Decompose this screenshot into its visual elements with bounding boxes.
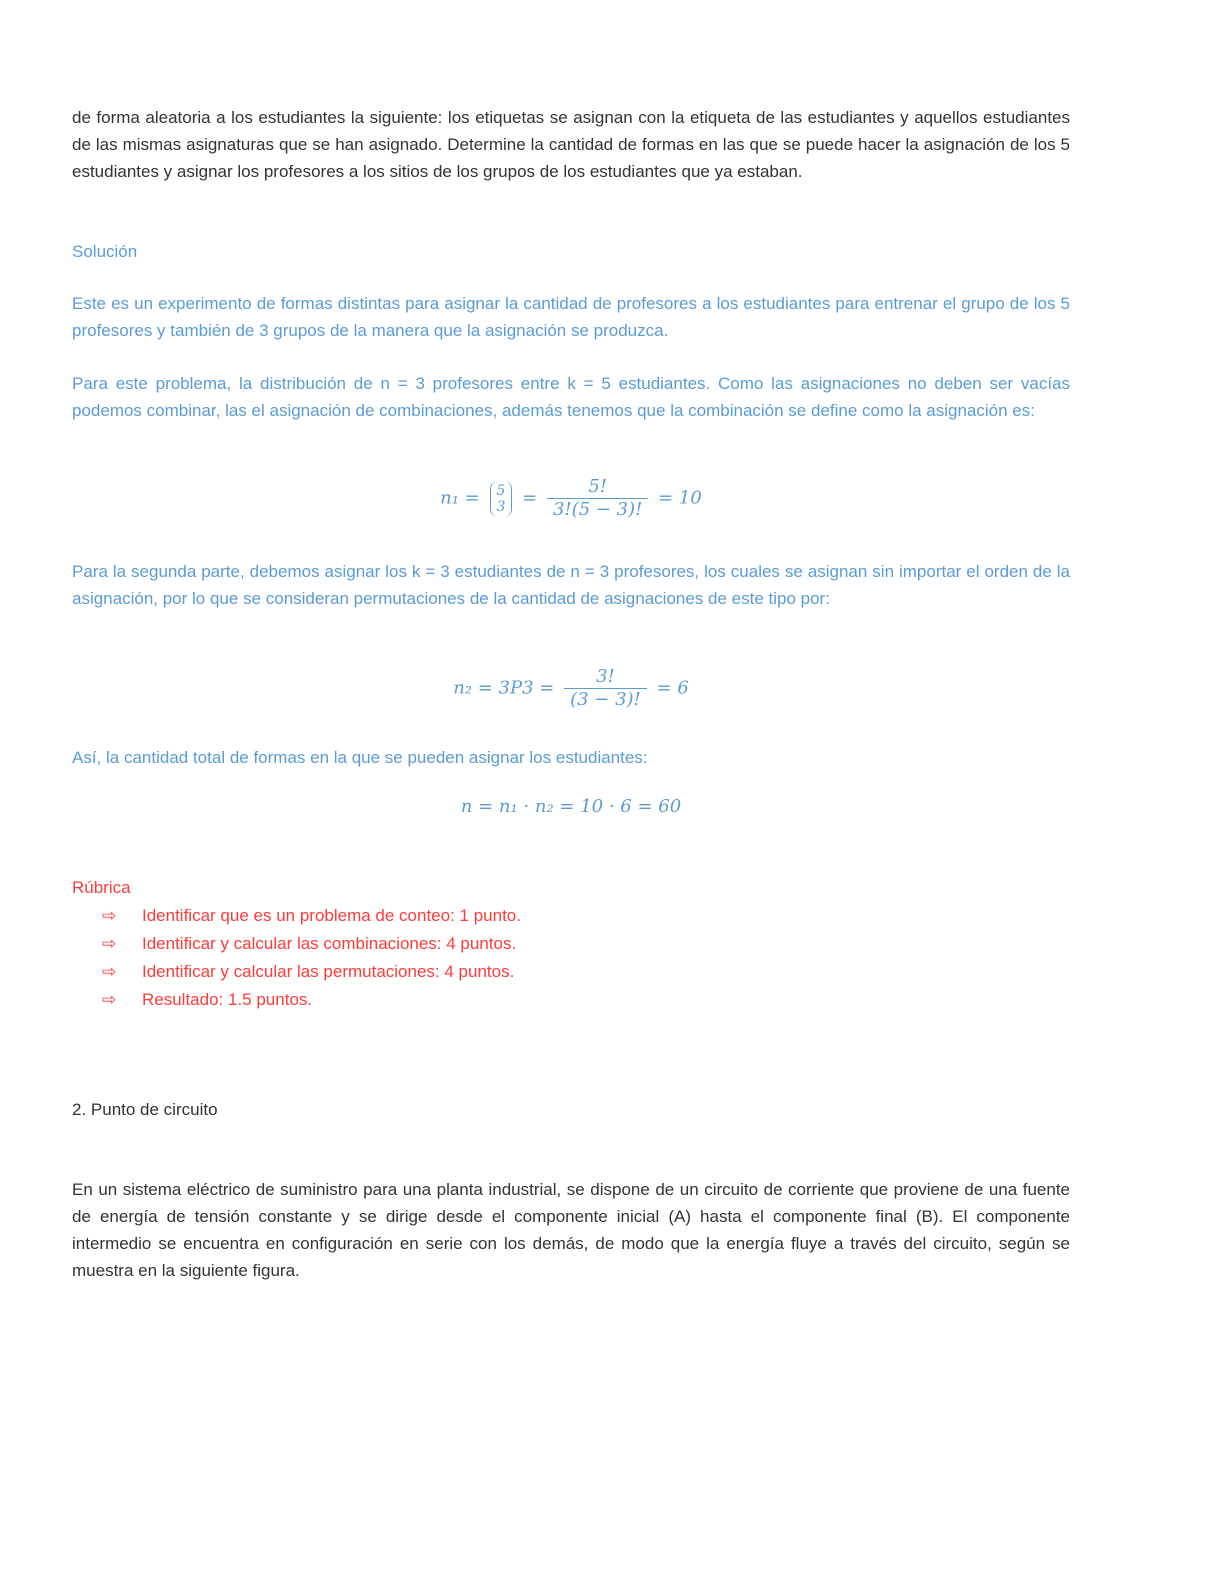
equation-total: n = n₁ · n₂ = 10 · 6 = 60	[460, 796, 682, 817]
eq1-binom-bottom: 3	[496, 498, 506, 515]
rubric-item: ⇨ Identificar que es un problema de conteo: 1 punto.	[102, 902, 521, 930]
eq1-numerator: 5!	[547, 476, 648, 499]
arrow-bullet-icon: ⇨	[102, 990, 117, 1009]
solution-title: Solución	[72, 242, 138, 261]
eq1-result: = 10	[658, 487, 702, 509]
eq1-denominator: 3!(5 − 3)!	[552, 499, 643, 520]
section-paragraph: En un sistema eléctrico de suministro para una planta industrial, se dispone de un circuito de corriente que proviene de una fuente de energía de tensión constante y se dirige desde el componente inicial (A) hasta el componente final (B). El componente intermedio se encuentra en configuración en serie con los demás, de modo que la energía fluye a través del circuito, según se muestra en la siguiente figura.	[72, 1180, 1070, 1280]
rubric-item: ⇨ Resultado: 1.5 puntos.	[102, 986, 521, 1014]
equation-combinations	[72, 476, 1070, 521]
eq1-fraction	[547, 476, 648, 521]
arrow-bullet-icon: ⇨	[102, 906, 117, 925]
rubric-title: Rúbrica	[72, 878, 131, 897]
solution-paragraph-3: Para la segunda parte, debemos asignar los k = 3 estudiantes de n = 3 profesores, los cuales se asignan sin importar el orden de la asignación, por lo que se consideran permutaciones de la cantidad de asignaciones de este tipo por:	[72, 562, 1070, 608]
rubric-list	[102, 902, 521, 1014]
eq2-denominator: (3 − 3)!	[570, 689, 641, 710]
section-title: 2. Punto de circuito	[72, 1100, 218, 1119]
eq2-fraction	[564, 666, 647, 711]
eq2-numerator: 3!	[564, 666, 647, 689]
eq1-binomial	[490, 481, 513, 517]
solution-paragraph-4: Así, la cantidad total de formas en la que se pueden asignar los estudiantes:	[72, 748, 648, 767]
solution-paragraph-1: Este es un experimento de formas distintas para asignar la cantidad de profesores a los estudiantes para entrenar el grupo de los 5 profesores y también de 3 grupos de la manera que la asignación se produzca.	[72, 294, 1070, 340]
intro-paragraph: de forma aleatoria a los estudiantes la siguiente: los etiquetas se asignan con la etiqueta de las estudiantes y aquellos estudiantes de las mismas asignaturas que se han asignado. Determine la cantidad de formas en las que se puede hacer la asignación de los 5 estudiantes y asignar los profesores a los sitios de los grupos de los estudiantes que ya estaban.	[72, 108, 1070, 181]
eq1-binom-top: 5	[496, 482, 506, 499]
arrow-bullet-icon: ⇨	[102, 934, 117, 953]
eq1-equals: =	[522, 487, 538, 509]
eq2-lhs: n₂ = 3P3 =	[453, 677, 555, 699]
eq2-result: = 6	[656, 677, 689, 699]
eq1-lhs: n₁ =	[440, 487, 480, 509]
equation-permutations	[72, 666, 1070, 711]
solution-paragraph-2: Para este problema, la distribución de n = 3 profesores entre k = 5 estudiantes. Como las asignaciones no deben ser vacías podemos combinar, las el asignación de combinaciones, además tenemos que la combinación se define como la asignación es:	[72, 374, 1070, 420]
arrow-bullet-icon: ⇨	[102, 962, 117, 981]
rubric-item: ⇨ Identificar y calcular las permutaciones: 4 puntos.	[102, 958, 521, 986]
rubric-item: ⇨ Identificar y calcular las combinaciones: 4 puntos.	[102, 930, 521, 958]
